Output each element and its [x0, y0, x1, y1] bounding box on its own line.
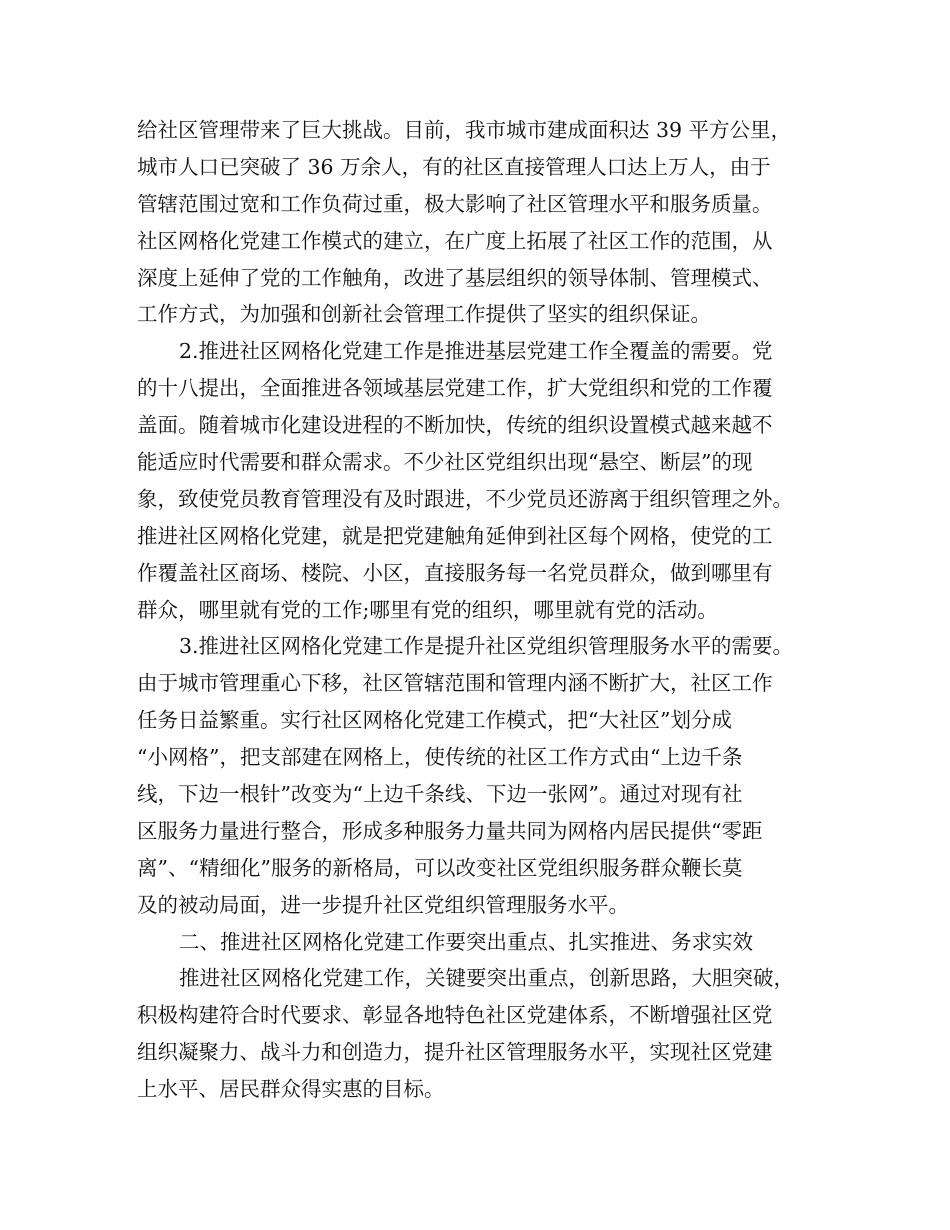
text-line: 任务日益繁重。实行社区网格化党建工作模式，把“大社区”划分成: [137, 708, 732, 733]
text-line: 象，致使党员教育管理没有及时跟进，不少党员还游离于组织管理之外。: [137, 486, 793, 511]
text-line: 盖面。随着城市化建设进程的不断加快，传统的组织设置模式越来越不: [137, 413, 773, 438]
text-line: 二、推进社区网格化党建工作要突出重点、扎实推进、务求实效: [179, 929, 753, 954]
text-line: 2.推进社区网格化党建工作是推进基层党建工作全覆盖的需要。党: [179, 339, 773, 364]
text-line: 的十八提出，全面推进各领域基层党建工作，扩大党组织和党的工作覆: [137, 376, 773, 401]
text-line: 上水平、居民群众得实惠的目标。: [137, 1077, 445, 1102]
text-line: 线，下边一根针”改变为“上边千条线、下边一张网”。通过对现有社: [137, 782, 743, 807]
text-line: 作覆盖社区商场、楼院、小区，直接服务每一名党员群众，做到哪里有: [137, 560, 773, 585]
text-line: 区服务力量进行整合，形成多种服务力量共同为网格内居民提供“零距: [137, 818, 763, 843]
text-line: 推进社区网格化党建，就是把党建触角延伸到社区每个网格，使党的工: [137, 523, 773, 548]
text-line: 离”、“精细化”服务的新格局，可以改变社区党组织服务群众鞭长莫: [137, 855, 743, 880]
text-line: “小网格”，把支部建在网格上，使传统的社区工作方式由“上边千条: [137, 745, 743, 770]
text-line: 能适应时代需要和群众需求。不少社区党组织出现“悬空、断层”的现: [137, 450, 753, 475]
text-line: 给社区管理带来了巨大挑战。目前，我市城市建成面积达 39 平方公里，: [137, 118, 792, 142]
text-line: 社区网格化党建工作模式的建立，在广度上拓展了社区工作的范围，从: [137, 228, 773, 253]
text-line: 及的被动局面，进一步提升社区党组织管理服务水平。: [137, 892, 629, 917]
text-line: 群众，哪里就有党的工作;哪里有党的组织，哪里就有党的活动。: [137, 597, 718, 622]
document-body: [137, 112, 827, 1108]
text-line: 管辖范围过宽和工作负荷过重，极大影响了社区管理水平和服务质量。: [137, 191, 773, 216]
text-line: 工作方式，为加强和创新社会管理工作提供了坚实的组织保证。: [137, 302, 711, 327]
text-line: 深度上延伸了党的工作触角，改进了基层组织的领导体制、管理模式、: [137, 265, 773, 290]
text-line: 积极构建符合时代要求、彰显各地特色社区党建体系，不断增强社区党: [137, 1003, 773, 1028]
text-line: 由于城市管理重心下移，社区管辖范围和管理内涵不断扩大，社区工作: [137, 671, 773, 696]
text-line: 3.推进社区网格化党建工作是提升社区党组织管理服务水平的需要。: [179, 634, 794, 659]
text-line: 组织凝聚力、战斗力和创造力，提升社区管理服务水平，实现社区党建: [137, 1040, 773, 1065]
text-line: 推进社区网格化党建工作，关键要突出重点，创新思路，大胆突破，: [179, 966, 794, 991]
text-line: 城市人口已突破了 36 万余人，有的社区直接管理人口达上万人，由于: [137, 154, 771, 179]
